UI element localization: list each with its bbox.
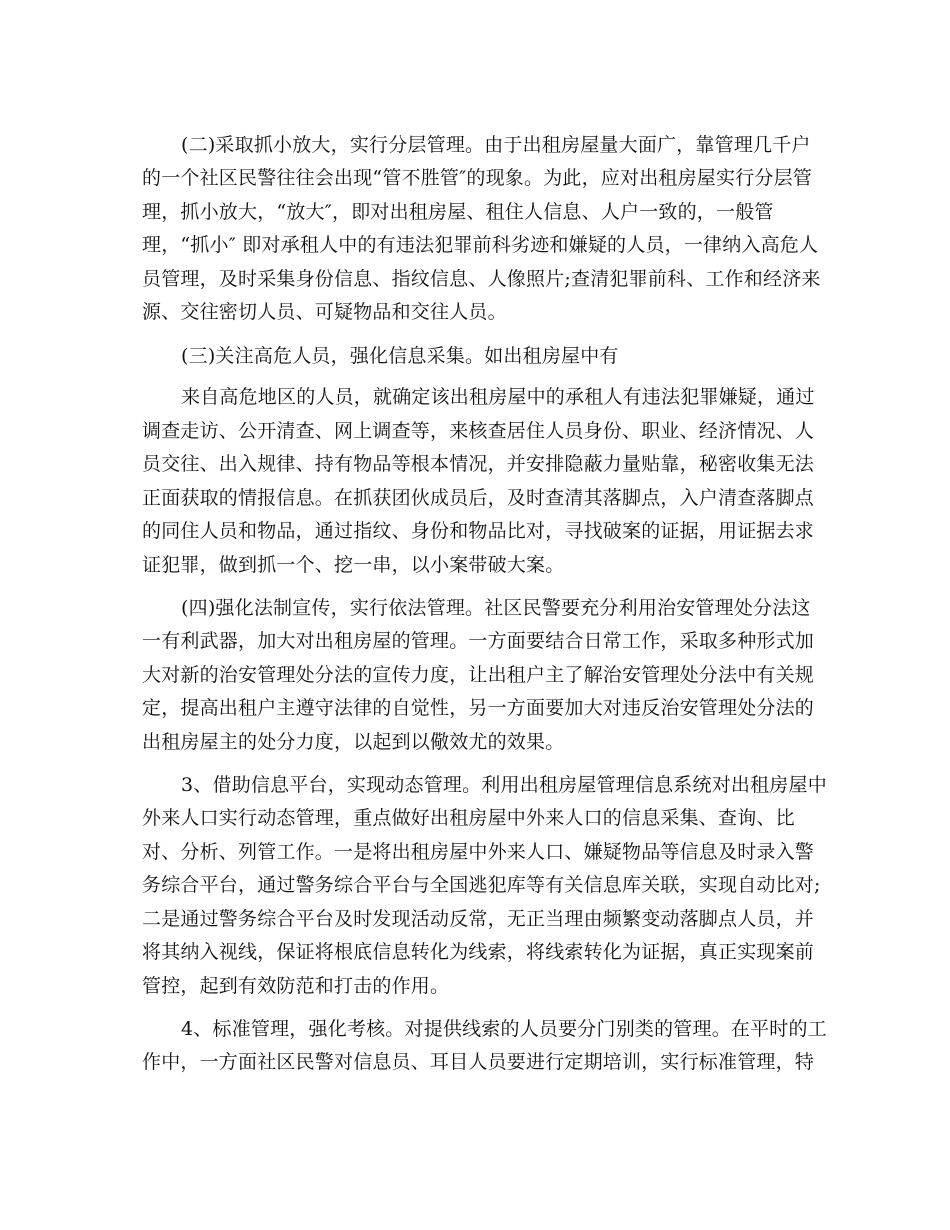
paragraph-line: 证犯罪，做到抓一个、挖一串，以小案带破大案。 (142, 554, 565, 576)
paragraph-line: 的一个社区民警往往会出现“管不胜管″的现象。为此，应对出租房屋实行分层管 (142, 167, 813, 189)
paragraph-line: (四)强化法制宣传，实行依法管理。社区民警要充分利用治安管理处分法这 (181, 597, 811, 619)
paragraph-line: 员交往、出入规律、持有物品等根本情况，并安排隐蔽力量贴靠，秘密收集无法 (142, 453, 815, 475)
paragraph-line: 3、借助信息平台，实现动态管理。利用出租房屋管理信息系统对出租房屋中 (181, 774, 827, 796)
paragraph-line: 大对新的治安管理处分法的宣传力度，让出租户主了解治安管理处分法中有关规 (142, 664, 815, 686)
paragraph-line: 务综合平台，通过警务综合平台与全国逃犯库等有关信息库关联，实现自动比对; (142, 874, 821, 896)
paragraph-line: 理，“抓小″ 即对承租人中的有违法犯罪前科劣迹和嫌疑的人员，一律纳入高危人 (142, 234, 819, 256)
paragraph-line: 调查走访、公开清查、网上调查等，来核查居住人员身份、职业、经济情况、人 (142, 420, 815, 442)
paragraph-line: 员管理，及时采集身份信息、指纹信息、人像照片;查清犯罪前科、工作和经济来 (142, 268, 821, 290)
paragraph-line: (三)关注高危人员，强化信息采集。如出租房屋中有 (181, 345, 619, 367)
paragraph-line: 二是通过警务综合平台及时发现活动反常，无正当理由频繁变动落脚点人员，并 (142, 908, 815, 930)
paragraph-line: 出租房屋主的处分力度，以起到以儆效尤的效果。 (142, 731, 565, 753)
paragraph-line: (二)采取抓小放大，实行分层管理。由于出租房屋量大面广，靠管理几千户 (181, 134, 811, 156)
paragraph-line: 作中，一方面社区民警对信息员、耳目人员要进行定期培训，实行标准管理，特 (142, 1051, 815, 1073)
paragraph-line: 正面获取的情报信息。在抓获团伙成员后，及时查清其落脚点，入户清查落脚点 (142, 487, 815, 509)
paragraph-line: 一有利武器，加大对出租房屋的管理。一方面要结合日常工作，采取多种形式加 (142, 630, 815, 652)
paragraph-line: 理，抓小放大，“放大″，即对出租房屋、租住人信息、人户一致的，一般管 (142, 201, 774, 223)
paragraph-line: 对、分析、列管工作。一是将出租房屋中外来人口、嫌疑物品等信息及时录入警 (142, 841, 815, 863)
paragraph-line: 将其纳入视线，保证将根底信息转化为线索，将线索转化为证据，真正实现案前 (142, 941, 815, 963)
paragraph-line: 定，提高出租户主遵守法律的自觉性，另一方面要加大对违反治安管理处分法的 (142, 697, 815, 719)
paragraph-line: 来自高危地区的人员，就确定该出租房屋中的承租人有违法犯罪嫌疑，通过 (181, 386, 815, 408)
paragraph-line: 源、交往密切人员、可疑物品和交往人员。 (142, 301, 507, 323)
paragraph-line: 的同住人员和物品，通过指纹、身份和物品比对，寻找破案的证据，用证据去求 (142, 520, 815, 542)
paragraph-line: 外来人口实行动态管理，重点做好出租房屋中外来人口的信息采集、查询、比 (142, 807, 795, 829)
paragraph-line: 4、标准管理，强化考核。对提供线索的人员要分门别类的管理。在平时的工 (181, 1018, 827, 1040)
paragraph-line: 管控，起到有效防范和打击的作用。 (142, 975, 450, 997)
